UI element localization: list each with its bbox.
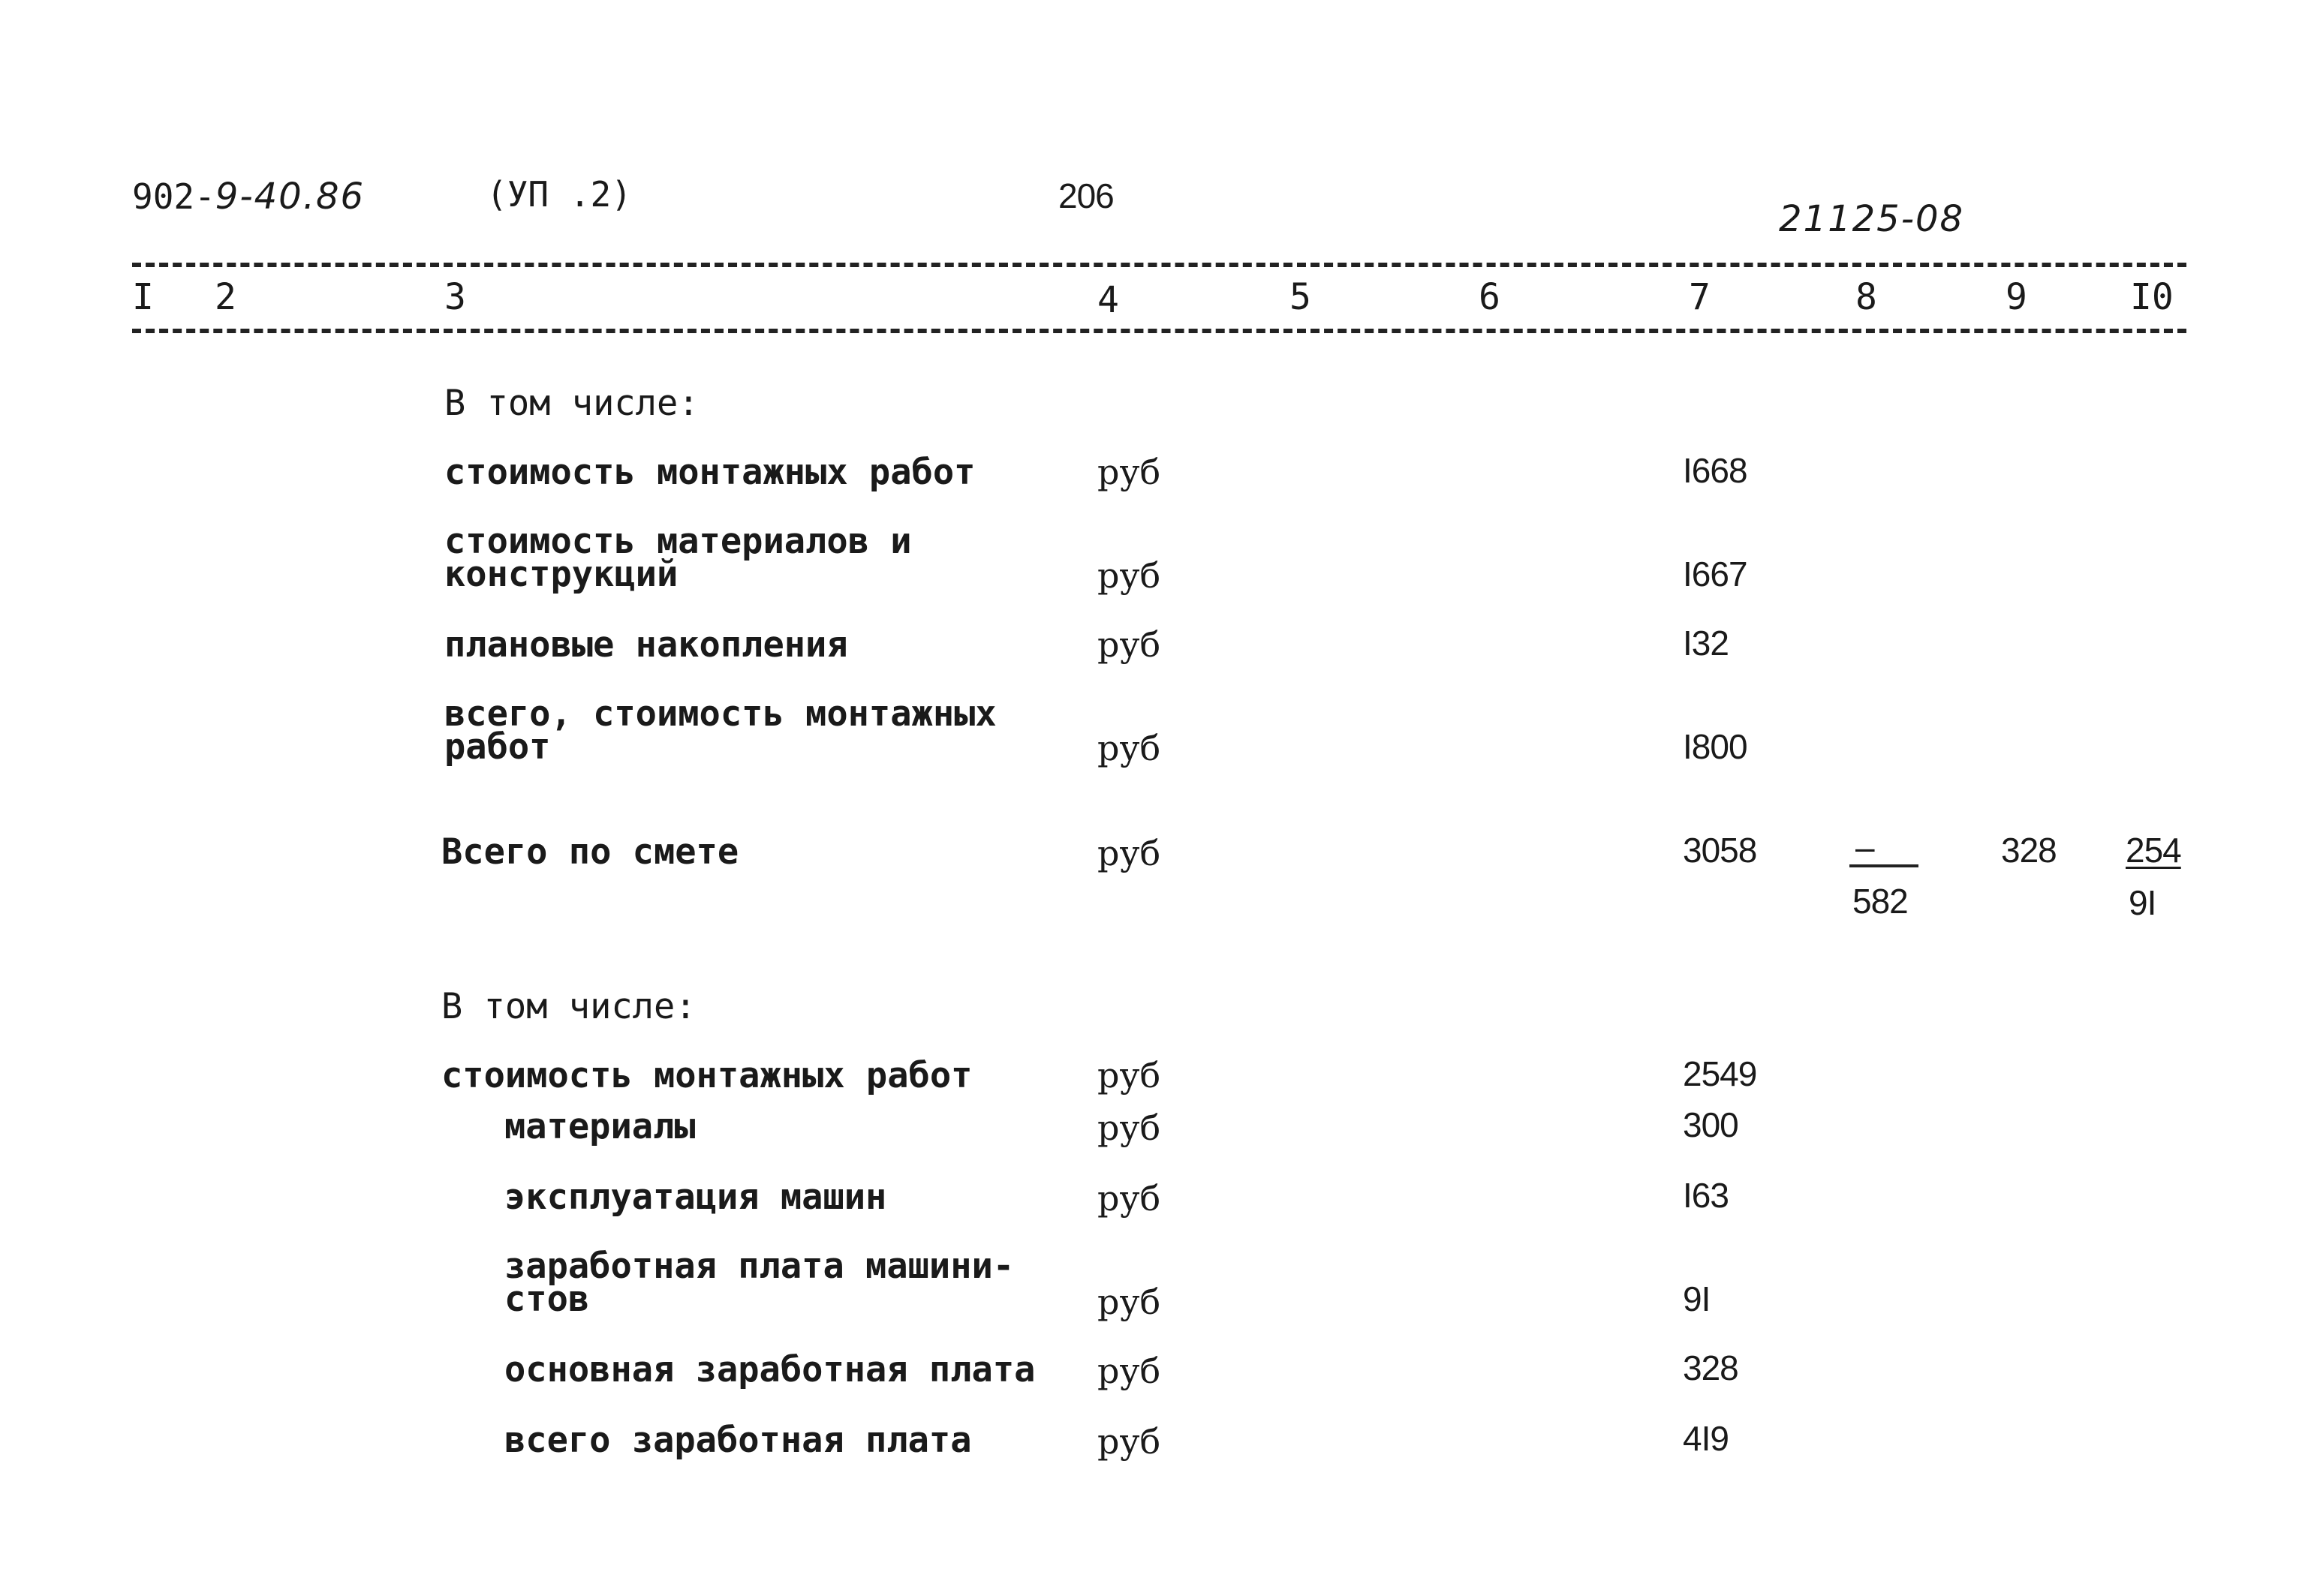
total-col8-top: – xyxy=(1855,828,1874,867)
row-description: всего заработная плата xyxy=(504,1420,972,1461)
row-unit: руб xyxy=(1097,1351,1161,1391)
doc-code-handwritten: 9-40.86 xyxy=(215,176,366,218)
col-1: I xyxy=(132,276,154,318)
header-bottom-rule xyxy=(132,329,2186,333)
section-label: (УП .2) xyxy=(486,174,632,215)
row-unit: руб xyxy=(1097,624,1161,665)
col-9: 9 xyxy=(2006,276,2027,318)
row-description: всего, стоимость монтажных работ xyxy=(444,693,997,768)
col-3: 3 xyxy=(444,276,466,318)
row-unit: руб xyxy=(1097,728,1161,768)
total-description: Всего по смете xyxy=(441,831,739,873)
row-description: эксплуатация машин xyxy=(504,1177,887,1218)
row-unit: руб xyxy=(1097,1178,1161,1219)
row-description: материалы xyxy=(504,1106,696,1147)
total-col10-bottom: 9I xyxy=(2129,883,2156,922)
page-number: 206 xyxy=(1058,176,1114,215)
row-value-col7: 4I9 xyxy=(1683,1419,1729,1458)
col-5: 5 xyxy=(1289,276,1311,318)
row-unit: руб xyxy=(1097,1421,1161,1462)
total-value-col7: 3058 xyxy=(1683,831,1757,870)
row-value-col7: I667 xyxy=(1683,555,1747,594)
doc-code-printed: 902- xyxy=(132,176,215,217)
col-7: 7 xyxy=(1689,276,1711,318)
row-description: стоимость материалов и конструкций xyxy=(444,521,912,595)
row-unit: руб xyxy=(1097,1055,1161,1096)
row-unit: руб xyxy=(1097,452,1161,492)
row-value-col7: I800 xyxy=(1683,727,1747,766)
col-4: 4 xyxy=(1097,279,1119,321)
row-description: основная заработная плата xyxy=(504,1349,1036,1390)
block2-heading: В том числе: xyxy=(441,986,697,1027)
col-8: 8 xyxy=(1855,276,1877,318)
total-col9: 328 xyxy=(2001,831,2057,870)
col-10: I0 xyxy=(2130,276,2174,318)
stamp-number: 21125-08 xyxy=(1779,198,1965,240)
doc-code xyxy=(132,176,366,218)
total-col8-bottom: 582 xyxy=(1852,882,1908,921)
row-value-col7: 2549 xyxy=(1683,1054,1757,1093)
total-col8-bar xyxy=(1849,864,1918,867)
row-unit: руб xyxy=(1097,555,1161,596)
block1-heading: В том числе: xyxy=(444,383,700,424)
row-value-col7: I63 xyxy=(1683,1176,1729,1215)
row-value-col7: I32 xyxy=(1683,624,1729,663)
row-value-col7: 328 xyxy=(1683,1348,1738,1387)
row-description: стоимость монтажных работ xyxy=(444,452,976,493)
row-value-col7: 9I xyxy=(1683,1279,1711,1318)
header-top-rule xyxy=(132,263,2186,267)
col-6: 6 xyxy=(1479,276,1500,318)
total-col10-top: 254 xyxy=(2126,831,2181,870)
row-description: плановые накопления xyxy=(444,624,848,666)
row-value-col7: 300 xyxy=(1683,1105,1738,1144)
row-unit: руб xyxy=(1097,1108,1161,1148)
row-unit: руб xyxy=(1097,1282,1161,1322)
total-unit: руб xyxy=(1097,833,1161,873)
row-description: заработная плата машини- стов xyxy=(504,1246,1015,1320)
row-value-col7: I668 xyxy=(1683,451,1747,490)
row-description: стоимость монтажных работ xyxy=(441,1055,973,1096)
col-2: 2 xyxy=(215,276,236,318)
